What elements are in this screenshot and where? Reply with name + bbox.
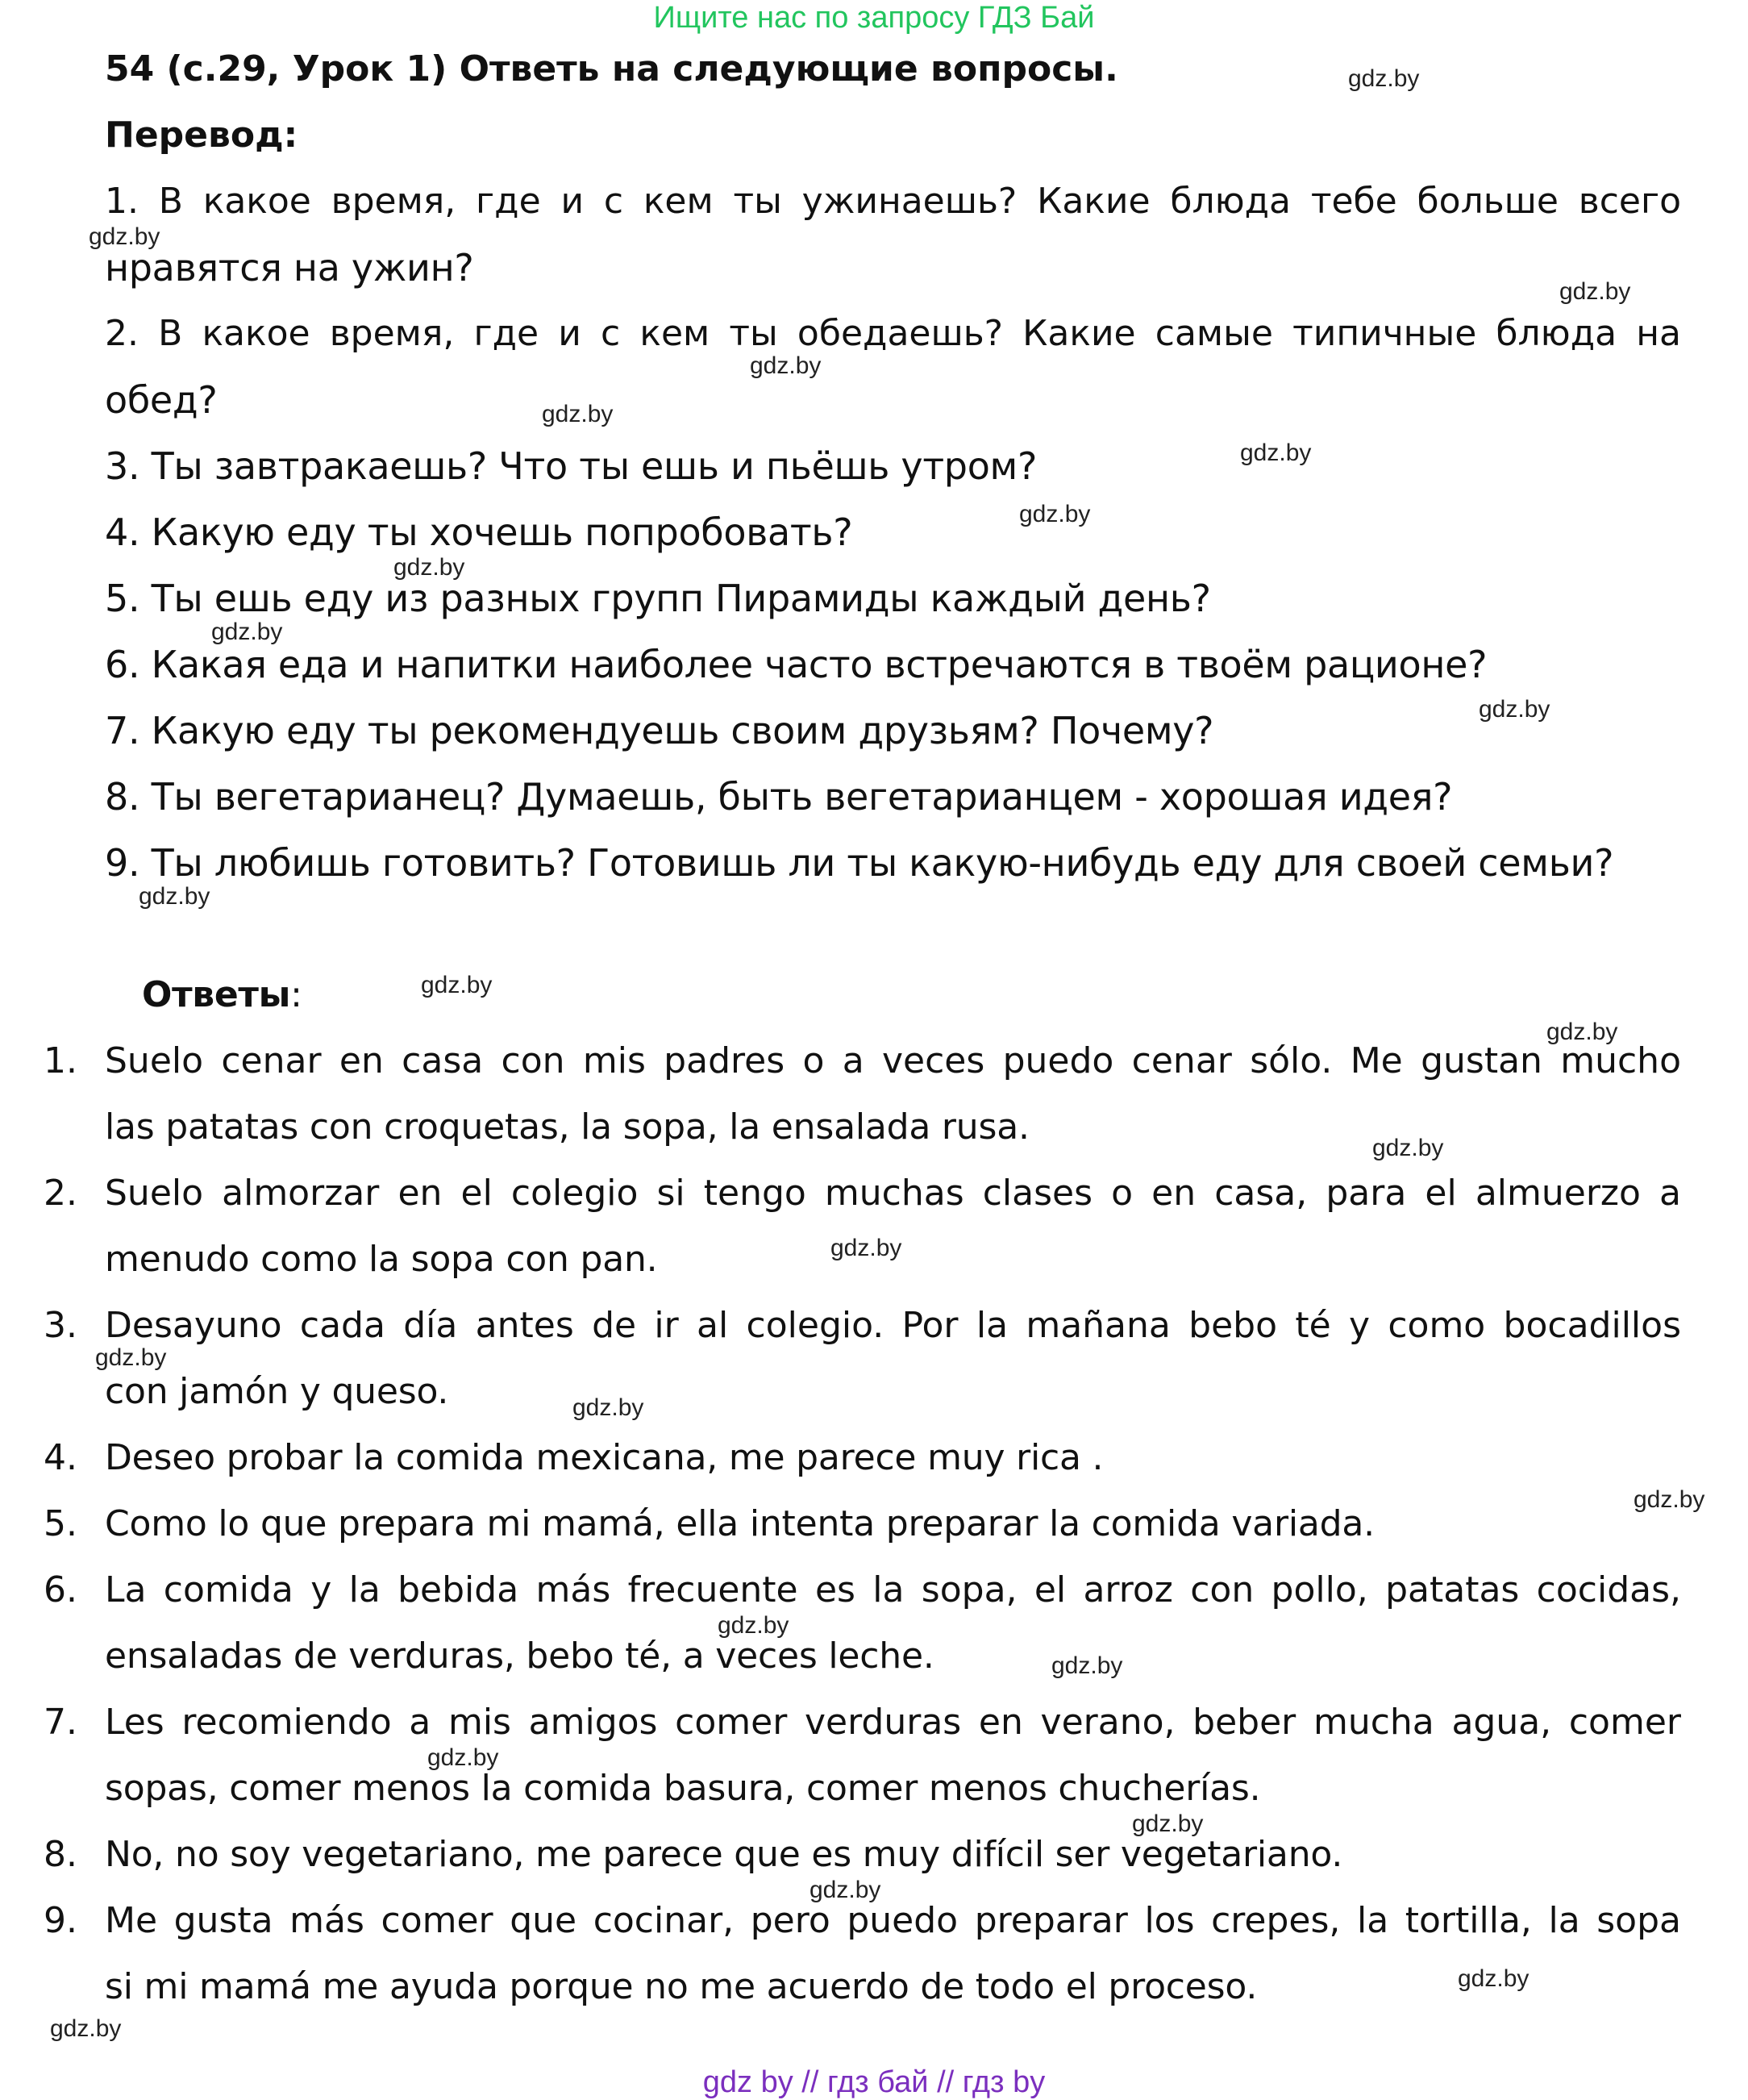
watermark: gdz.by — [393, 554, 465, 581]
watermark: gdz.by — [1634, 1486, 1705, 1513]
question-6: 6. Какая еда и напитки наиболее часто встречаются в твоём рационе? — [105, 643, 1488, 686]
answer-1-line-1: Suelo cenar en casa con mis padres o a veces puedo cenar sólo. Me gustan mucho — [105, 1040, 1681, 1081]
watermark: gdz.by — [809, 1877, 881, 1903]
question-8: 8. Ты вегетарианец? Думаешь, быть вегетарианцем - хорошая идея? — [105, 775, 1453, 819]
answer-5-line-1: Como lo que prepara mi mamá, ella intenta preparar la comida variada. — [105, 1503, 1375, 1544]
question-9: 9. Ты любишь готовить? Готовишь ли ты какую-нибудь еду для своей семьи? — [105, 841, 1614, 885]
watermark: gdz.by — [830, 1235, 902, 1261]
watermark: gdz.by — [542, 401, 614, 427]
answer-4-number: 4. — [44, 1437, 77, 1478]
watermark: gdz.by — [1240, 440, 1312, 466]
answer-8-line-1: No, no soy vegetariano, me parece que es muy difícil ser vegetariano. — [105, 1834, 1343, 1875]
watermark: gdz.by — [1546, 1019, 1618, 1045]
watermark: gdz.by — [1458, 1965, 1530, 1992]
answer-9-number: 9. — [44, 1900, 77, 1941]
question-2-line-2: обед? — [105, 378, 218, 422]
translation-heading: Перевод: — [105, 115, 298, 156]
question-4: 4. Какую еду ты хочешь попробовать? — [105, 510, 853, 554]
question-1-line-1: 1. В какое время, где и с кем ты ужинаешь? Какие блюда тебе больше всего — [105, 181, 1681, 222]
answer-5-number: 5. — [44, 1503, 77, 1544]
answer-1-line-2: las patatas con croquetas, la sopa, la ensalada rusa. — [105, 1106, 1030, 1148]
answer-9-line-1: Me gusta más comer que cocinar, pero puedo preparar los crepes, la tortilla, la sopa — [105, 1900, 1681, 1941]
watermark: gdz.by — [750, 352, 822, 379]
watermark: gdz.by — [427, 1744, 499, 1771]
question-3: 3. Ты завтракаешь? Что ты ешь и пьёшь утром? — [105, 444, 1038, 488]
watermark: gdz.by — [1479, 696, 1550, 723]
question-7: 7. Какую еду ты рекомендуешь своим друзьям? Почему? — [105, 709, 1214, 752]
search-banner[interactable]: Ищите нас по запросу ГДЗ Бай — [653, 1, 1095, 35]
watermark: gdz.by — [1051, 1652, 1123, 1679]
watermark: gdz.by — [1019, 501, 1091, 527]
watermark: gdz.by — [572, 1394, 644, 1421]
watermark: gdz.by — [421, 972, 493, 998]
answer-6-line-2: ensaladas de verduras, bebo té, a veces leche. — [105, 1635, 934, 1677]
footer-links[interactable]: gdz by // гдз бай // гдз by — [702, 2065, 1046, 2099]
answer-7-line-2: sopas, comer menos la comida basura, comer menos chucherías. — [105, 1768, 1261, 1809]
answer-9-line-2: si mi mamá me ayuda porque no me acuerdo de todo el proceso. — [105, 1966, 1258, 2007]
answer-2-line-1: Suelo almorzar en el colegio si tengo muchas clases o en casa, para el almuerzo a — [105, 1173, 1681, 1214]
watermark: gdz.by — [95, 1344, 167, 1371]
answer-2-line-2: menudo como la sopa con pan. — [105, 1239, 658, 1280]
answer-7-number: 7. — [44, 1702, 77, 1743]
answer-8-number: 8. — [44, 1834, 77, 1875]
answer-3-line-1: Desayuno cada día antes de ir al colegio. Por la mañana bebo té y como bocadillos — [105, 1305, 1681, 1346]
watermark: gdz.by — [139, 883, 210, 910]
watermark: gdz.by — [211, 619, 283, 645]
watermark: gdz.by — [1348, 65, 1420, 92]
watermark: gdz.by — [89, 223, 160, 250]
answers-heading: Ответы: — [142, 974, 302, 1015]
answer-6-number: 6. — [44, 1569, 77, 1610]
answer-3-line-2: con jamón y queso. — [105, 1371, 449, 1412]
answer-4-line-1: Deseo probar la comida mexicana, me parece muy rica . — [105, 1437, 1104, 1478]
answer-7-line-1: Les recomiendo a mis amigos comer verduras en verano, beber mucha agua, comer — [105, 1702, 1681, 1743]
question-1-line-2: нравятся на ужин? — [105, 246, 474, 290]
watermark: gdz.by — [1132, 1810, 1204, 1837]
answer-3-number: 3. — [44, 1305, 77, 1346]
watermark: gdz.by — [718, 1612, 789, 1639]
answer-1-number: 1. — [44, 1040, 77, 1081]
watermark: gdz.by — [50, 2015, 122, 2042]
question-2-line-1: 2. В какое время, где и с кем ты обедаешь? Какие самые типичные блюда на — [105, 313, 1681, 354]
answer-6-line-1: La comida y la bebida más frecuente es la sopa, el arroz con pollo, patatas cocidas, — [105, 1569, 1681, 1610]
watermark: gdz.by — [1372, 1135, 1444, 1161]
answer-2-number: 2. — [44, 1173, 77, 1214]
exercise-title: 54 (с.29, Урок 1) Ответь на следующие вопросы. — [105, 48, 1118, 90]
watermark: gdz.by — [1559, 278, 1631, 305]
question-5: 5. Ты ешь еду из разных групп Пирамиды каждый день? — [105, 577, 1211, 620]
